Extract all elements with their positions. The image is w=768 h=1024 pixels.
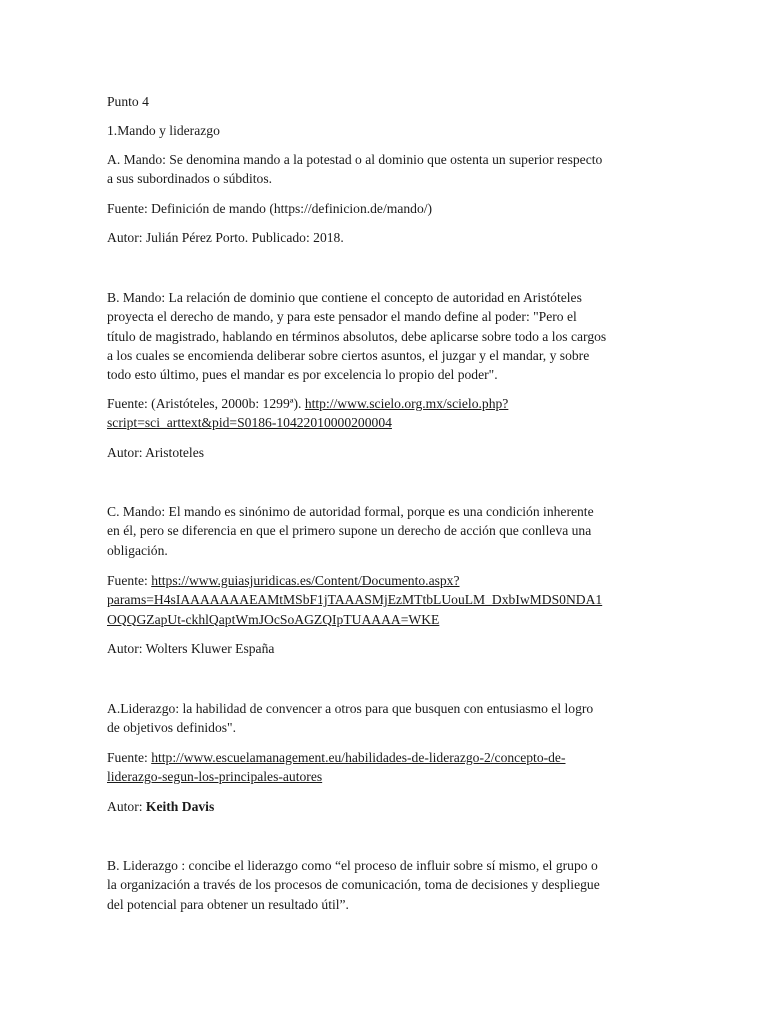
liderazgo-b-paragraph bbox=[107, 856, 667, 914]
source-link[interactable]: script=sci_arttext&pid=S0186-10422010000200004 bbox=[107, 415, 392, 431]
liderazgo-b-line: del potencial para obtener un resultado útil”. bbox=[107, 896, 349, 912]
source-prefix: Fuente: (Aristóteles, 2000b: 1299ª). bbox=[107, 396, 305, 411]
mando-b-author: Autor: Aristoteles bbox=[107, 445, 205, 460]
mando-c-author: Autor: Wolters Kluwer España bbox=[107, 641, 275, 656]
liderazgo-a-line: A.Liderazgo: la habilidad de convencer a otros para que busquen con entusiasmo el logro bbox=[107, 701, 594, 716]
source-link[interactable]: params=H4sIAAAAAAAEAMtMSbF1jTAAASMjEzMTtbLUouLM_DxbIwMDS0NDA1 bbox=[107, 592, 603, 608]
source-link[interactable]: liderazgo-segun-los-principales-autores bbox=[107, 769, 323, 785]
source-link[interactable]: http://www.escuelamanagement.eu/habilidades-de-liderazgo-2/concepto-de- bbox=[151, 750, 566, 765]
mando-b-line: todo esto último, pues el mandar es por excelencia lo propio del poder". bbox=[107, 367, 498, 383]
author-name: Keith Davis bbox=[145, 799, 215, 814]
source-prefix: Fuente: bbox=[107, 573, 152, 588]
source-link[interactable]: https://www.guiasjuridicas.es/Content/Documento.aspx? bbox=[151, 573, 460, 588]
mando-a-source: Fuente: Definición de mando (https://definicion.de/mando/) bbox=[107, 201, 433, 216]
liderazgo-a-paragraph bbox=[107, 699, 667, 738]
heading: Punto 4 bbox=[107, 94, 149, 109]
source-link[interactable]: OQQGZapUt-ckhlQaptWmJOcSoAGZQIpTUAAAA=WKE bbox=[107, 611, 440, 627]
liderazgo-b-line: B. Liderazgo : concibe el liderazgo como “el proceso de influir sobre sí mismo, el grupo o bbox=[107, 858, 598, 873]
liderazgo-a-source bbox=[107, 748, 667, 787]
mando-b-source bbox=[107, 394, 667, 433]
section-title: 1.Mando y liderazgo bbox=[107, 123, 220, 138]
mando-c-paragraph bbox=[107, 502, 667, 560]
author-prefix: Autor: bbox=[107, 799, 146, 814]
mando-b-line: a los cuales se encomienda deliberar sobre ciertos asuntos, el juzgar y el mandar, y sobre bbox=[107, 347, 590, 363]
mando-b-paragraph bbox=[107, 288, 667, 384]
liderazgo-a-author bbox=[107, 797, 667, 816]
source-prefix: Fuente: bbox=[107, 750, 152, 765]
mando-c-line: obligación. bbox=[107, 542, 168, 558]
source-link[interactable]: http://www.scielo.org.mx/scielo.php? bbox=[304, 396, 509, 411]
mando-a-paragraph bbox=[107, 150, 667, 189]
mando-b-line: proyecta el derecho de mando, y para este pensador el mando define al poder: "Pero el bbox=[107, 309, 577, 325]
mando-b-line: título de magistrado, hablando en términos absolutos, debe aplicarse sobre todo a los cargos bbox=[107, 328, 607, 344]
mando-a-line: a sus subordinados o súbditos. bbox=[107, 171, 273, 187]
liderazgo-b-line: la organización a través de los procesos de comunicación, toma de decisiones y despliegue bbox=[107, 877, 600, 893]
mando-a-author: Autor: Julián Pérez Porto. Publicado: 2018. bbox=[107, 230, 344, 245]
mando-c-source bbox=[107, 571, 667, 629]
liderazgo-a-line: de objetivos definidos". bbox=[107, 720, 237, 736]
mando-b-line: B. Mando: La relación de dominio que contiene el concepto de autoridad en Aristóteles bbox=[107, 290, 582, 305]
mando-c-line: en él, pero se diferencia en que el primero supone un derecho de acción que conlleva una bbox=[107, 523, 592, 539]
mando-c-line: C. Mando: El mando es sinónimo de autoridad formal, porque es una condición inherente bbox=[107, 504, 594, 519]
mando-a-line: A. Mando: Se denomina mando a la potestad o al dominio que ostenta un superior respecto bbox=[107, 152, 603, 167]
